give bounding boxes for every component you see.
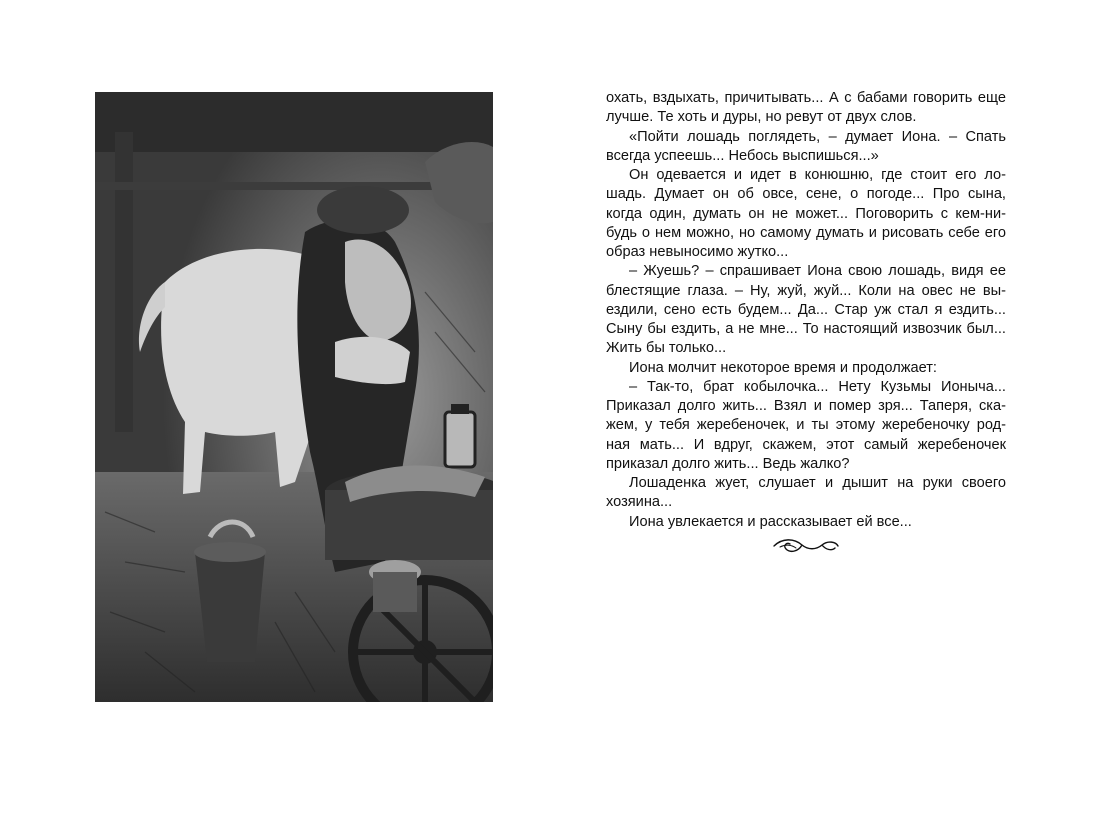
text-line: будь о нем можно, но самому думать и рисовать себе его <box>606 224 1006 241</box>
text-line: – Так-то, брат кобылочка... Нету Кузьмы Ионыча... <box>629 378 1006 395</box>
ornament-flourish-icon <box>772 534 840 556</box>
story-text <box>606 89 1006 532</box>
text-line: приказал долго жить... Ведь жалко? <box>606 455 850 472</box>
text-line: Он одевается и идет в конюшню, где стоит его ло- <box>629 167 1006 183</box>
text-line: Сыну бы ездить, а не мне... То настоящий извозчик был... <box>606 321 1006 337</box>
text-line: блестящие глаза. – Ну, жуй, жуй... Коли на овес не вы- <box>606 282 1006 299</box>
text-line: шадь. Думает он об овсе, сене, о погоде... Про сына, <box>606 186 1006 203</box>
text-line: образ невыносимо жутко... <box>606 244 789 260</box>
text-line: охать, вздыхать, причитывать... А с бабами говорить еще <box>606 90 1006 106</box>
text-line: ездили, сено есть будем... Да... Стар уж стал я ездить... <box>606 301 1006 318</box>
text-line: «Пойти лошадь поглядеть, – думает Иона. – Спать <box>629 128 1006 145</box>
text-line: Иона увлекается и рассказывает ей все... <box>629 513 912 530</box>
text-line: Иона молчит некоторое время и продолжает: <box>629 359 937 376</box>
text-line: Жить бы только... <box>606 340 727 357</box>
illustration-old-man-with-horse <box>95 92 493 702</box>
text-line: ная мать... И вдруг, скажем, этот самый жеребеночек <box>606 436 1006 453</box>
text-line: лучше. Те хоть и дуры, но ревут от двух слов. <box>606 109 917 126</box>
text-line: Приказал долго жить... Взял и помер зря... Таперя, ска- <box>606 398 1006 414</box>
text-line: когда один, думать он не может... Поговорить с кем-ни- <box>606 205 1006 222</box>
text-line: жем, у тебя жеребеночек, и ты этому жеребеночку род- <box>606 417 1006 434</box>
text-line: всегда успеешь... Небось выспишься...» <box>606 147 879 164</box>
text-line: хозяина... <box>606 494 673 511</box>
illustration-drawing <box>95 92 493 702</box>
text-line: – Жуешь? – спрашивает Иона свою лошадь, видя ее <box>629 263 1006 280</box>
text-line: Лошаденка жует, слушает и дышит на руки своего <box>629 475 1006 491</box>
